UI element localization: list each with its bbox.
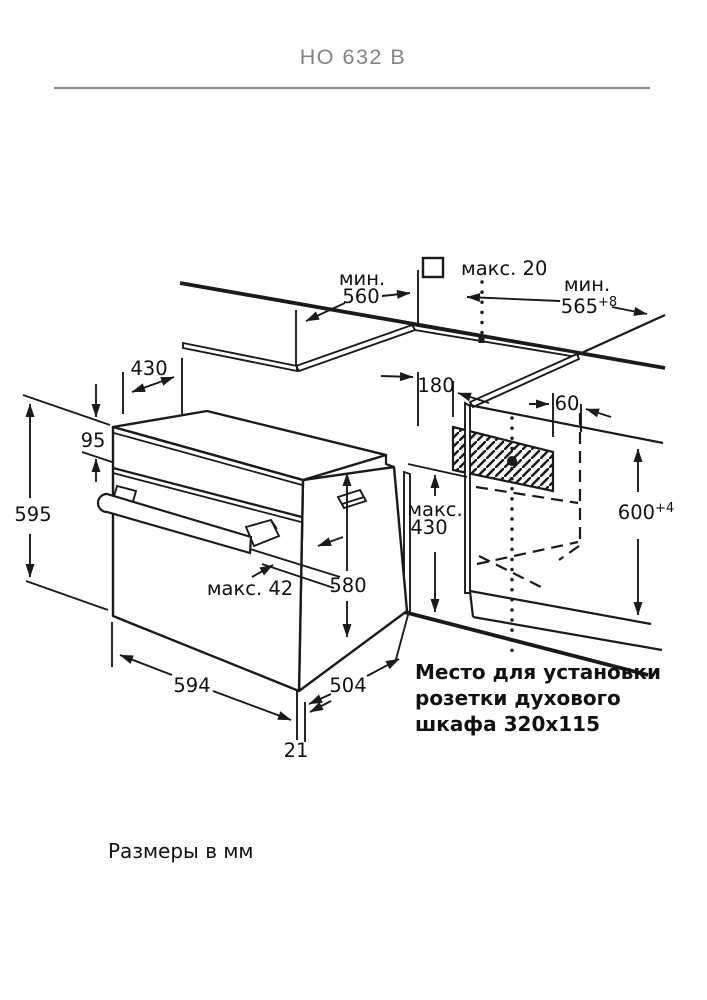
svg-text:430: 430 [130,357,168,380]
units-note: Размеры в мм [108,839,254,863]
page-header [54,45,650,88]
niche-left-edge [465,403,470,593]
svg-text:180: 180 [417,374,455,397]
dim-max-overhang-20 [461,257,547,280]
overhang-ref-dot [479,337,485,343]
svg-text:595: 595 [14,503,52,526]
cutout-left-depth-edge [296,325,415,371]
svg-text:580: 580 [329,574,367,597]
svg-text:макс. 20: макс. 20 [461,257,548,280]
dim-oven-height-595 [14,395,110,610]
dim-panel-height-95 [81,384,112,482]
worktop-right-depth-edge [577,315,665,355]
socket-note-line: розетки духового [415,686,621,710]
svg-text:560: 560 [342,285,380,308]
dim-socket-offset-180 [381,372,489,426]
svg-text:21: 21 [283,739,309,762]
dim-door-overhang-21 [284,690,331,762]
dim-top-depth-430 [123,357,182,414]
svg-text:макс. 42: макс. 42 [206,577,294,600]
cutout-back-edge [412,325,577,357]
socket-note [415,660,661,736]
niche-floor [470,591,662,650]
svg-text:600+4: $600^{+4}$ [617,501,675,524]
svg-text:504: 504 [329,674,367,697]
svg-text:594: 594 [173,674,211,697]
socket-note-line: Место для установки [415,660,662,684]
svg-text:макс.: макс. [407,498,463,521]
svg-text:565+8: $565^{+8}$ [560,295,618,318]
oven-drawing [98,411,407,691]
svg-text:430: 430 [410,516,448,539]
model-title: HO 632 B [299,45,407,69]
dim-niche-height-600 [618,449,674,615]
oven-top-notch [386,455,394,467]
socket-note-line: шкафа 320x115 [415,712,601,736]
svg-text:мин.: мин. [338,267,386,290]
dim-socket-max-height-430 [407,464,467,612]
svg-text:60: 60 [554,392,580,415]
socket-point-dot [507,456,517,466]
worktop-section-symbol [423,258,443,277]
svg-text:95: 95 [80,429,106,452]
worktop-front-edge [183,343,297,371]
svg-text:мин.: мин. [563,273,611,296]
